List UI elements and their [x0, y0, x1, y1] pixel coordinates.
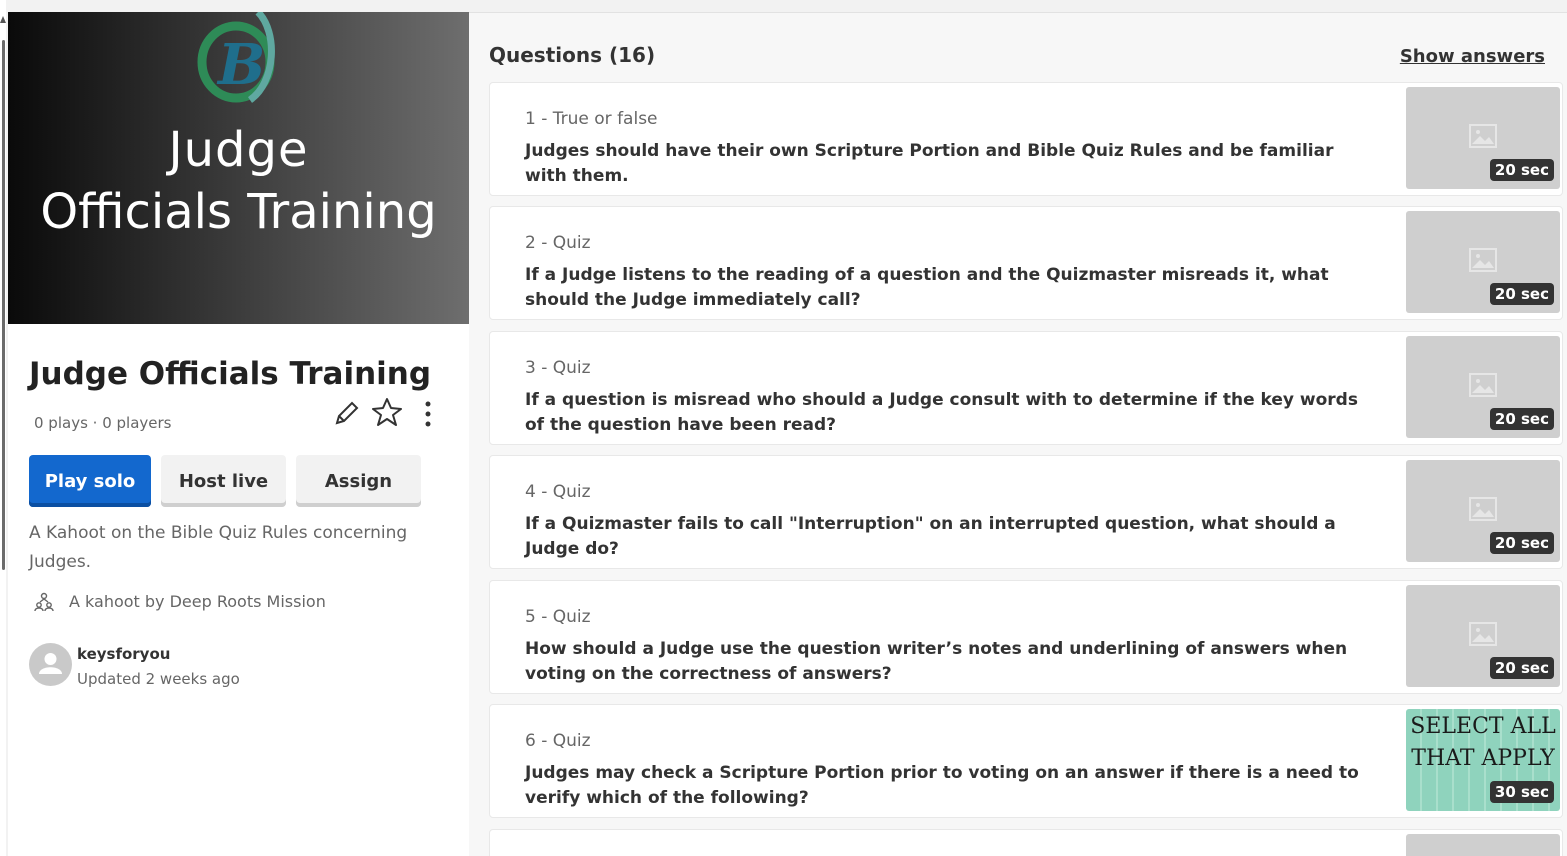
- kahoot-description: A Kahoot on the Bible Quiz Rules concerning Judges.: [29, 523, 408, 572]
- image-placeholder-icon: [1469, 497, 1497, 521]
- question-type: 4 - Quiz: [525, 482, 591, 502]
- time-limit-badge: 30 sec: [1490, 781, 1554, 803]
- assign-button[interactable]: Assign: [296, 455, 421, 507]
- question-text: Judges may check a Scripture Portion prior to voting on an answer if there is a need to verify which of the following?: [525, 763, 1359, 808]
- left-edge-scrollbar[interactable]: [0, 0, 6, 856]
- time-limit-badge: 20 sec: [1490, 408, 1554, 430]
- scroll-up-arrow-icon[interactable]: [0, 16, 6, 23]
- question-thumbnail: [1406, 336, 1560, 438]
- question-card[interactable]: [489, 704, 1563, 818]
- question-card[interactable]: [489, 580, 1563, 694]
- question-text: If a Judge listens to the reading of a question and the Quizmaster misreads it, what should the Judge immediately call?: [525, 265, 1329, 310]
- play-solo-button[interactable]: Play solo: [29, 455, 151, 507]
- question-thumbnail: [1406, 585, 1560, 687]
- bible-quiz-logo-icon: [178, 12, 298, 122]
- question-thumbnail: [1406, 709, 1560, 811]
- play-stats: 0 plays · 0 players: [34, 414, 172, 432]
- question-thumbnail: [1406, 211, 1560, 313]
- host-live-button[interactable]: Host live: [161, 455, 286, 507]
- question-type: 6 - Quiz: [525, 731, 591, 751]
- avatar[interactable]: [29, 643, 72, 686]
- edit-icon[interactable]: [332, 398, 362, 428]
- question-thumbnail: [1406, 460, 1560, 562]
- question-thumbnail: [1406, 834, 1560, 856]
- cover-title-line-1: Judge: [168, 122, 309, 178]
- more-options-icon[interactable]: [416, 398, 440, 430]
- question-text: How should a Judge use the question writer’s notes and underlining of answers when voting on the correctness of answers?: [525, 639, 1348, 684]
- favorite-star-icon[interactable]: [371, 396, 403, 428]
- kahoot-details-panel: [8, 12, 469, 856]
- cover-title-line-2: Officials Training: [40, 184, 437, 240]
- cover-image: [8, 12, 469, 324]
- creator-organization[interactable]: A kahoot by Deep Roots Mission: [69, 592, 326, 611]
- question-card[interactable]: [489, 206, 1563, 320]
- questions-panel: [469, 12, 1567, 856]
- show-answers-link[interactable]: Show answers: [1399, 46, 1545, 67]
- question-card[interactable]: [489, 455, 1563, 569]
- time-limit-badge: 20 sec: [1490, 283, 1554, 305]
- question-text: If a question is misread who should a Judge consult with to determine if the key words of the question have been read?: [525, 390, 1358, 435]
- kahoot-title: Judge Officials Training: [29, 356, 432, 392]
- question-type: 3 - Quiz: [525, 358, 591, 378]
- question-text: If a Quizmaster fails to call "Interruption" on an interrupted question, what should a Judge do?: [525, 514, 1336, 559]
- question-thumbnail: [1406, 87, 1560, 189]
- time-limit-badge: 20 sec: [1490, 532, 1554, 554]
- question-text: Judges should have their own Scripture Portion and Bible Quiz Rules and be familiar with them.: [525, 141, 1334, 186]
- question-card[interactable]: [489, 829, 1563, 856]
- time-limit-badge: 20 sec: [1490, 159, 1554, 181]
- creator-username[interactable]: keysforyou: [77, 645, 171, 663]
- image-placeholder-icon: [1469, 373, 1497, 397]
- updated-time: Updated 2 weeks ago: [77, 670, 240, 688]
- image-placeholder-icon: [1469, 248, 1497, 272]
- svg-text:B: B: [218, 32, 266, 98]
- organization-icon: [34, 592, 54, 612]
- question-type: 2 - Quiz: [525, 233, 591, 253]
- scrollbar-thumb[interactable]: [2, 40, 5, 570]
- image-placeholder-icon: [1469, 622, 1497, 646]
- thumbnail-text: SELECT ALL THAT APPLY: [1410, 714, 1556, 771]
- question-type: 5 - Quiz: [525, 607, 591, 627]
- image-placeholder-icon: [1469, 124, 1497, 148]
- question-type: 1 - True or false: [525, 109, 658, 129]
- questions-header: Questions (16): [489, 43, 656, 67]
- time-limit-badge: 20 sec: [1490, 657, 1554, 679]
- question-card[interactable]: [489, 82, 1563, 196]
- question-card[interactable]: [489, 331, 1563, 445]
